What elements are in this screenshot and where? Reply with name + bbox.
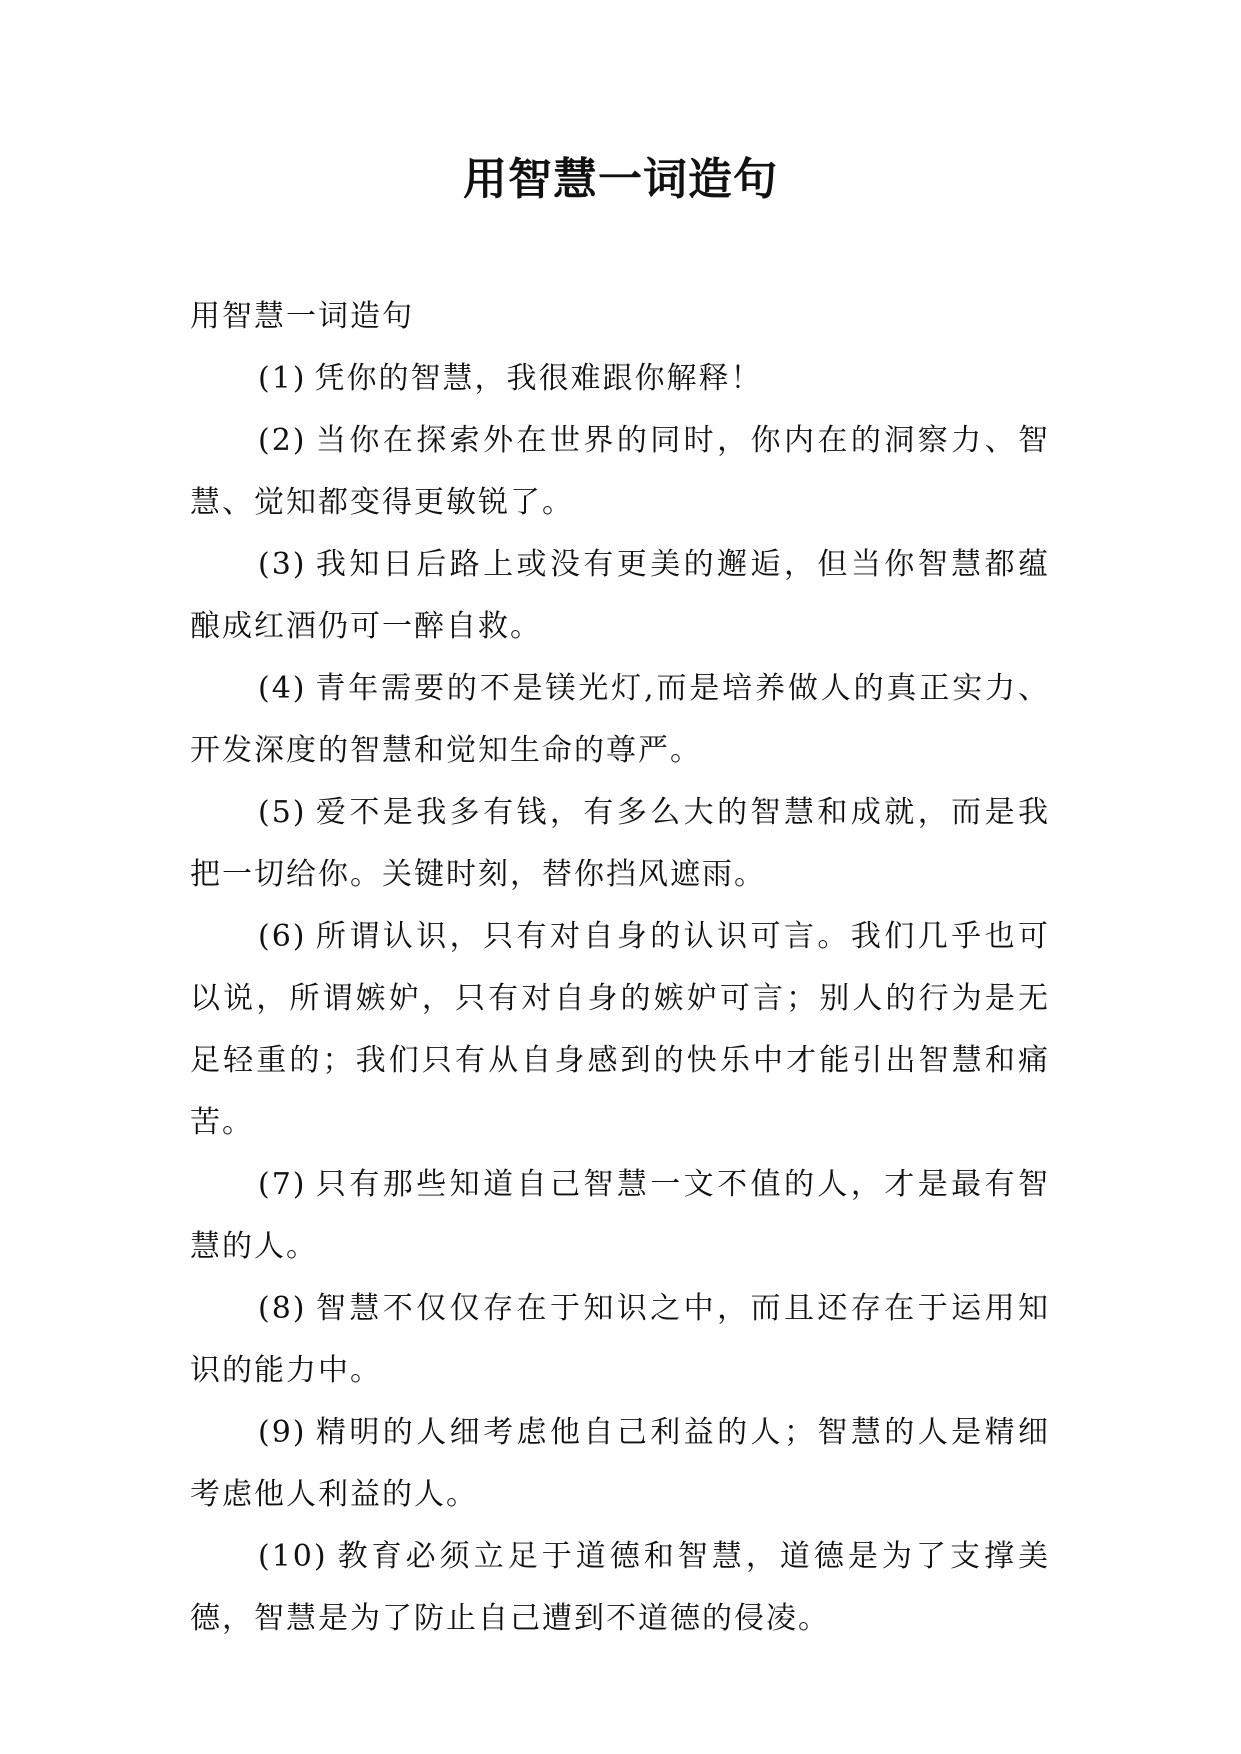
sentence-text: 只有那些知道自己智慧一文不值的人，才是最有智慧的人。 (190, 1167, 1050, 1264)
sentence-number: (3) (258, 547, 307, 582)
sentence-item (190, 1154, 1050, 1278)
sentence-item (190, 1526, 1050, 1650)
sentence-text: 爱不是我多有钱，有多么大的智慧和成就，而是我把一切给你。关键时刻，替你挡风遮雨。 (190, 795, 1050, 892)
sentence-text: 教育必须立足于道德和智慧，道德是为了支撑美德，智慧是为了防止自己遭到不道德的侵凌。 (190, 1539, 1050, 1636)
sentence-item (190, 658, 1050, 782)
sentence-item (190, 782, 1050, 906)
sentence-item (190, 1278, 1050, 1402)
sentence-item (190, 906, 1050, 1154)
sentence-number: (5) (258, 795, 307, 830)
sentence-number: (8) (258, 1291, 307, 1326)
sentence-number: (7) (258, 1167, 307, 1202)
sentence-number: (4) (258, 671, 307, 706)
sentence-text: 青年需要的不是镁光灯,而是培养做人的真正实力、开发深度的智慧和觉知生命的尊严。 (190, 671, 1050, 768)
document-title: 用智慧一词造句 (463, 154, 778, 205)
sentence-number: (1) (258, 361, 307, 396)
sentence-text: 当你在探索外在世界的同时，你内在的洞察力、智慧、觉知都变得更敏锐了。 (190, 423, 1050, 520)
sentence-text: 凭你的智慧，我很难跟你解释！ (314, 361, 763, 396)
sentence-text: 精明的人细考虑他自己利益的人；智慧的人是精细考虑他人利益的人。 (190, 1415, 1050, 1512)
sentence-number: (2) (258, 423, 307, 458)
sentence-number: (10) (258, 1539, 328, 1574)
sentence-item (190, 348, 1050, 410)
sentence-text: 所谓认识，只有对自身的认识可言。我们几乎也可以说，所谓嫉妒，只有对自身的嫉妒可言；别人的行为是无足轻重的；我们只有从自身感到的快乐中才能引出智慧和痛苦。 (190, 919, 1050, 1140)
sentence-number: (6) (258, 919, 307, 954)
document-body (190, 286, 1050, 1650)
sentence-text: 我知日后路上或没有更美的邂逅，但当你智慧都蕴酿成红酒仍可一醉自救。 (190, 547, 1050, 644)
sentence-text: 智慧不仅仅存在于知识之中，而且还存在于运用知识的能力中。 (190, 1291, 1050, 1388)
sentence-item (190, 1402, 1050, 1526)
document-subtitle: 用智慧一词造句 (190, 299, 414, 334)
sentence-item (190, 410, 1050, 534)
sentence-number: (9) (258, 1415, 307, 1450)
sentence-item (190, 534, 1050, 658)
